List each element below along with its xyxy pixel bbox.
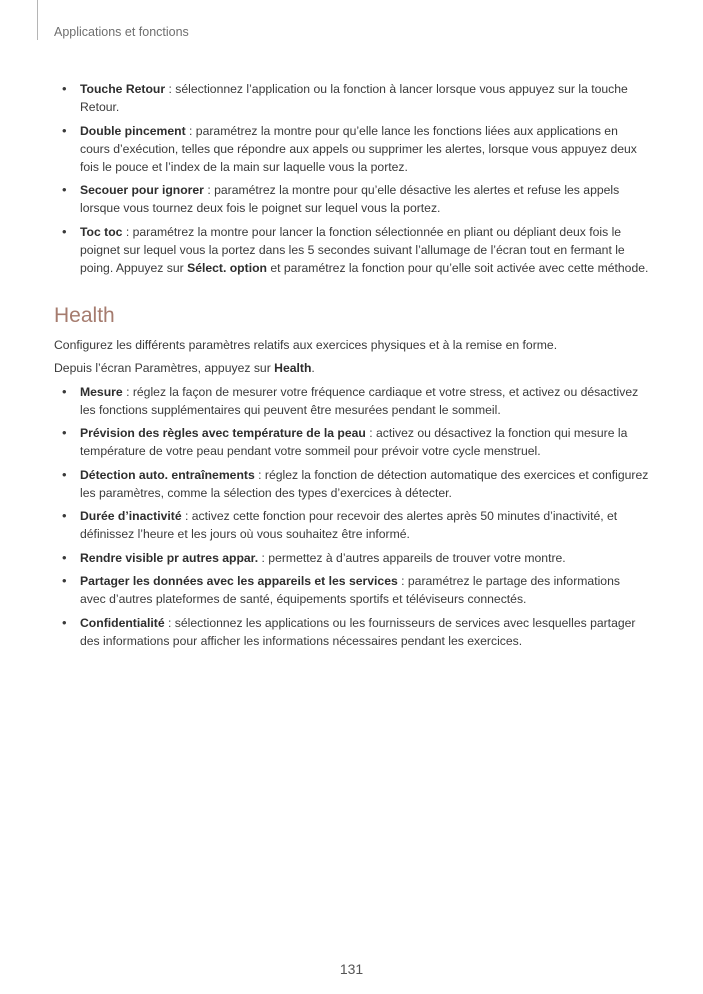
list-item-double-pincement [54,122,649,176]
section-intro: Configurez les différents paramètres relatifs aux exercices physiques et à la remise en forme. [54,337,558,352]
option-term: Détection auto. entraînements [80,467,255,482]
option-term: Touche Retour [80,82,166,96]
option-description: : paramétrez la montre pour lancer la fonction sélectionnée en pliant ou dépliant deux fois le poignet sur lequel vous la portez dans les 5 secondes suivant l’allumage de l’écran tout en fermant le poing. Appuyez sur [80,224,625,275]
option-description: : paramétrez la montre pour qu’elle désactive les alertes et refuse les appels lorsque vous tournez deux fois le poignet sur lequel vous la portez. [80,183,620,215]
option-description: : réglez la façon de mesurer votre fréquence cardiaque et votre stress, et activez ou désactivez les fonctions supplémentaires qui peuvent être mesurées pendant le sommeil. [80,384,639,417]
path-prefix: Depuis l’écran Paramètres, appuyez sur [54,361,275,375]
list-item-rendre-visible [54,549,649,567]
option-term: Double pincement [80,123,186,138]
option-description: : activez cette fonction pour recevoir des alertes après 50 minutes d’inactivité, et définissez l’heure et les jours où vous souhaitez être informé. [80,509,618,541]
page-number: 131 [339,961,364,977]
path-suffix: . [311,361,315,375]
option-description: : activez ou désactivez la fonction qui mesure la température de votre peau pendant votre sommeil pour prévoir votre cycle menstruel. [80,426,628,458]
option-description: : sélectionnez l’application ou la fonction à lancer lorsque vous appuyez sur la touche Retour. [80,82,628,114]
option-term: Partager les données avec les appareils et les services [80,574,398,588]
option-term: Confidentialité [80,615,165,630]
gesture-options-list [54,80,649,277]
option-description-cont: et paramétrez la fonction pour qu’elle soit activée avec cette méthode. [266,260,649,275]
option-term: Prévision des règles avec température de la peau [80,426,366,440]
list-item-confidentialite [54,614,649,650]
list-item-prevision-regles [54,424,649,460]
option-term: Toc toc [80,224,123,239]
path-term: Health [274,361,312,375]
list-item-mesure [54,383,649,419]
option-term: Secouer pour ignorer [80,183,204,197]
page-content [54,80,649,655]
list-item-detection-auto [54,466,649,502]
list-item-partager-donnees [54,572,649,608]
margin-rule [37,0,38,40]
navigation-path [54,359,649,377]
running-head: Applications et fonctions [54,25,189,39]
list-item-touche-retour [54,80,649,116]
option-description: : sélectionnez les applications ou les fournisseurs de services avec lesquelles partager des informations pour afficher les informations nécessaires pendant les exercices. [80,615,636,648]
health-options-list [54,383,649,650]
option-term-select-option: Sélect. option [187,260,267,275]
list-item-secouer-pour-ignorer [54,181,649,217]
option-description: : permettez à d’autres appareils de trouver votre montre. [258,550,566,565]
option-term: Mesure [80,384,123,399]
option-term: Rendre visible pr autres appar. [80,550,259,565]
option-description: : paramétrez la montre pour qu’elle lance les fonctions liées aux applications en cours d’exécution, telles que répondre aux appels ou supprimer les alertes, lorsque vous appuyez deux fois le pouce et l’index de la main sur laquelle vous la portez. [80,123,637,174]
section-heading-health: Health [54,303,115,327]
option-description: : paramétrez le partage des informations avec d’autres plateformes de santé, équipements sportifs et téléviseurs connectés. [80,574,620,606]
option-description: : réglez la fonction de détection automatique des exercices et configurez les paramètres, comme la sélection des types d’exercices à détecter. [80,467,649,500]
list-item-toc-toc [54,223,649,277]
option-term: Durée d’inactivité [80,509,182,523]
list-item-duree-inactivite [54,507,649,543]
